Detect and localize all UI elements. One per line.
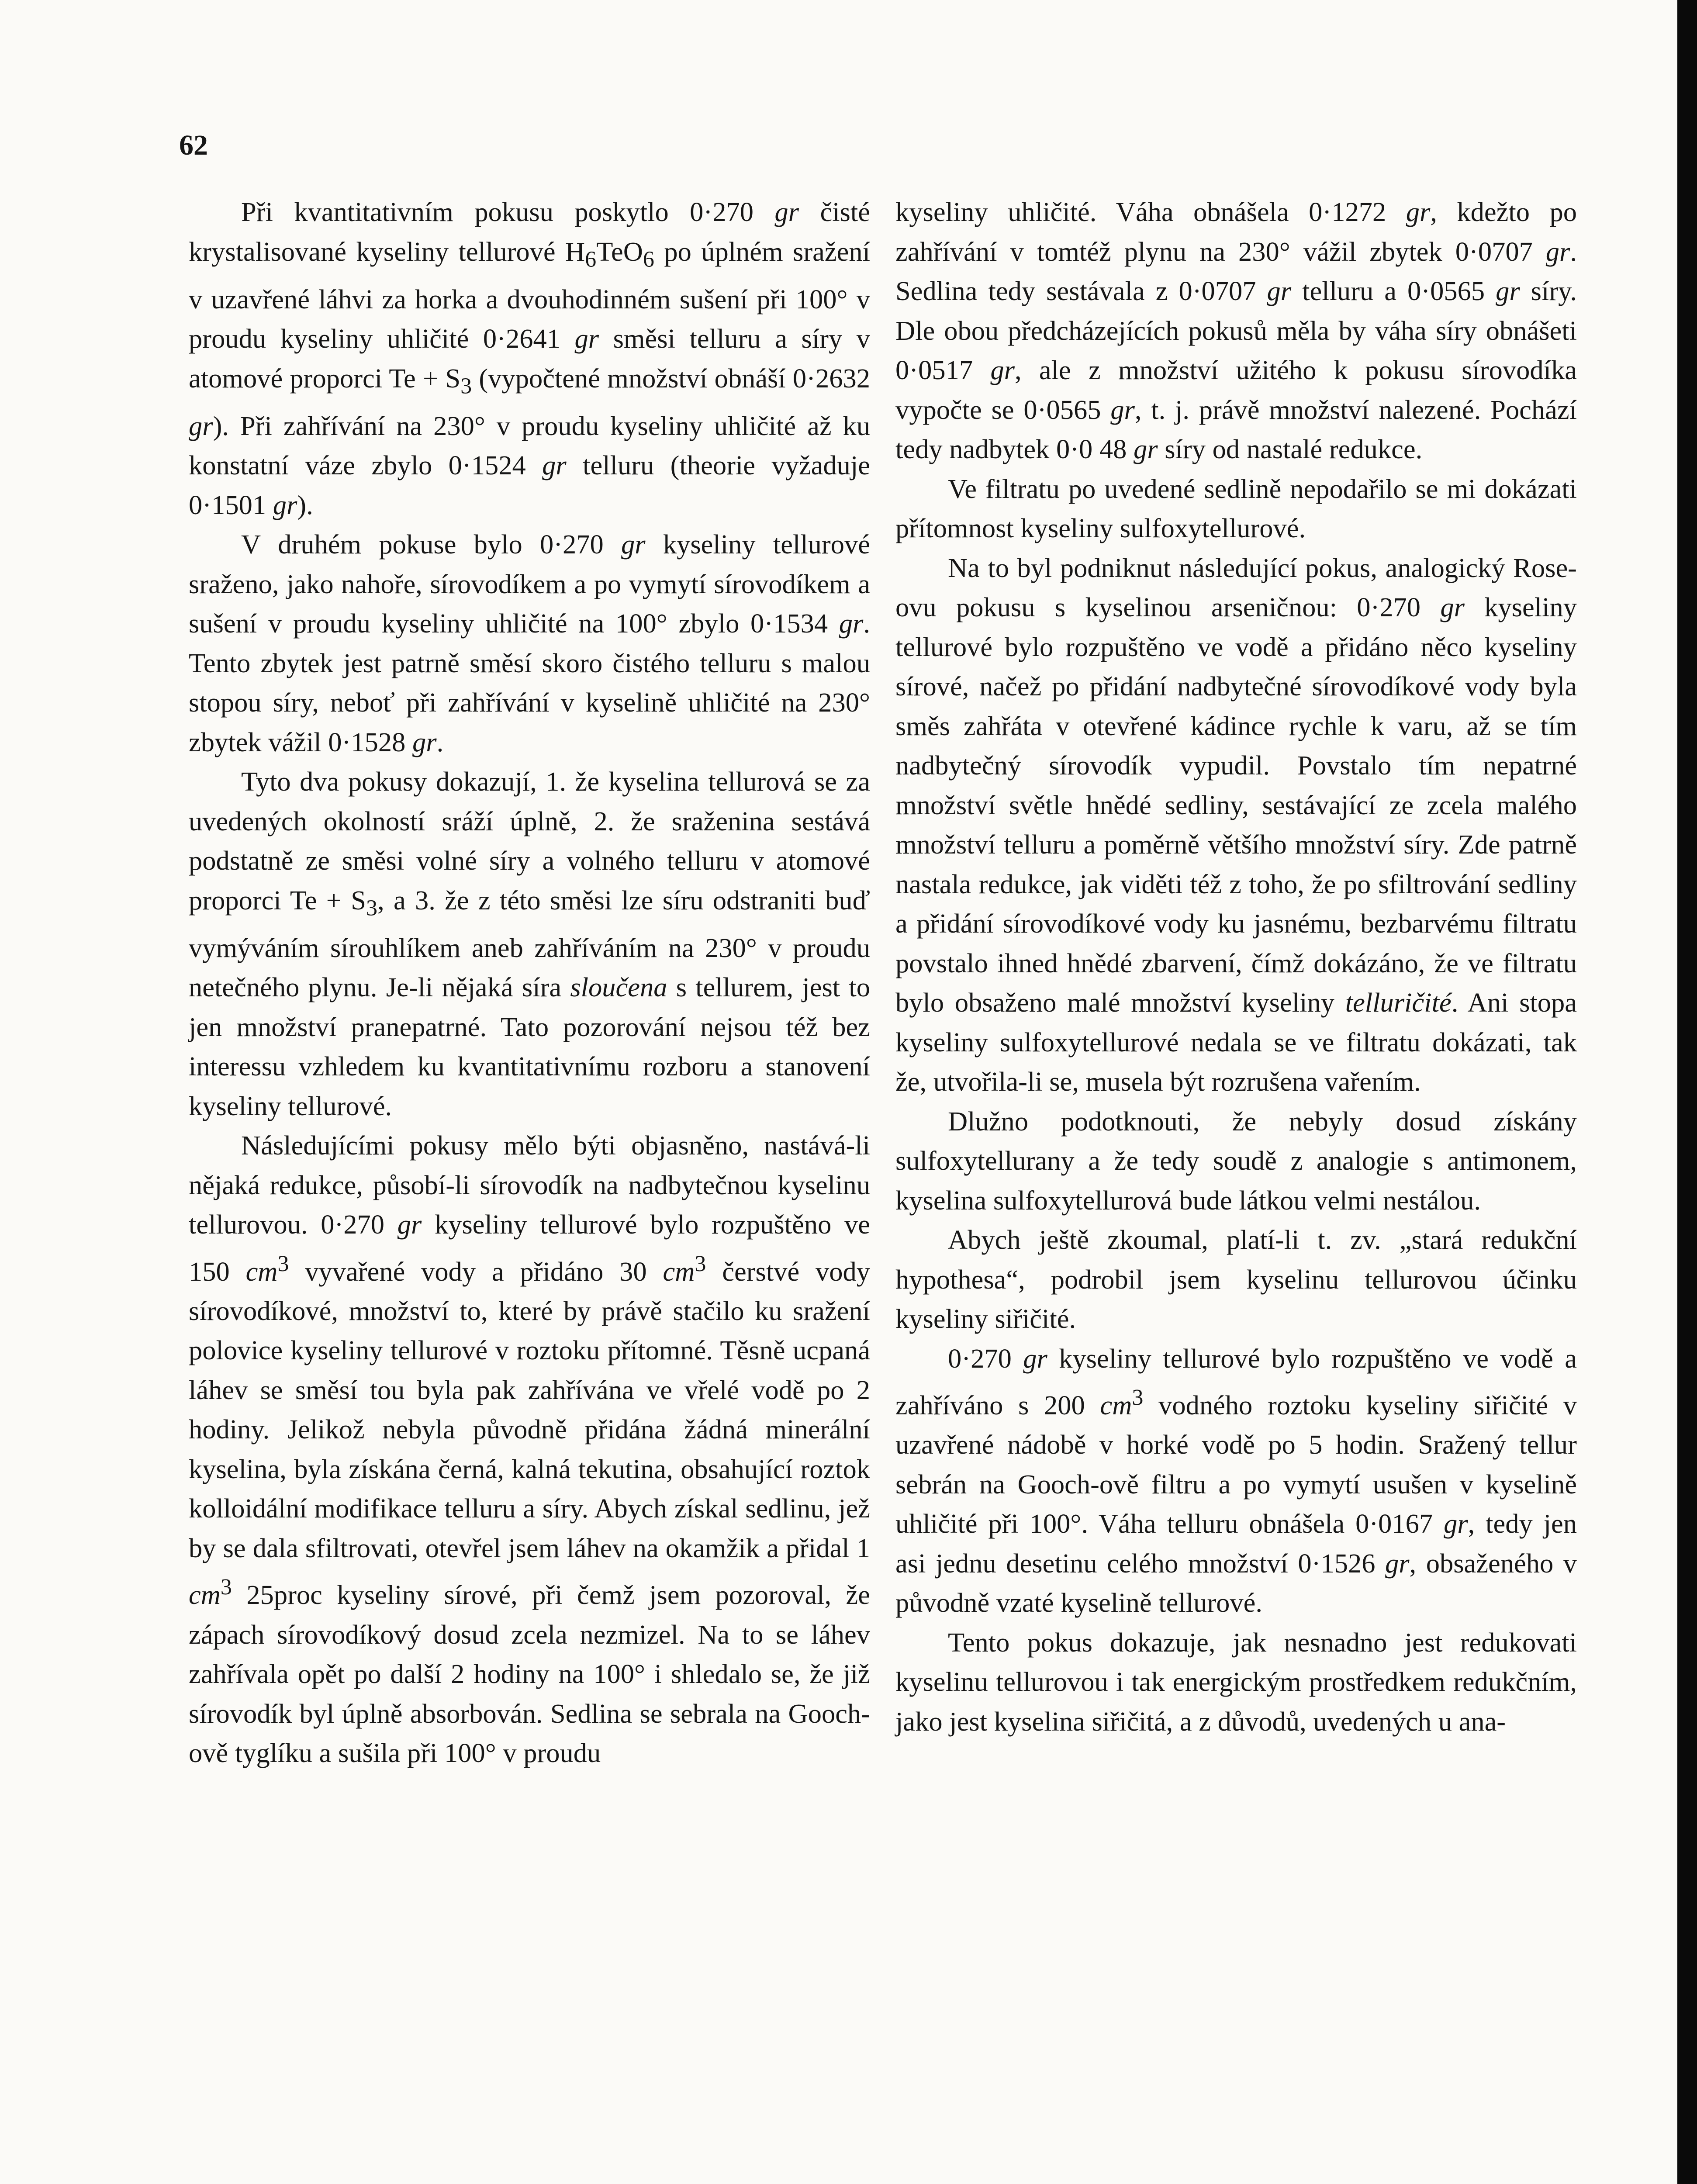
paragraph-r7: Tento pokus dokazuje, jak nesnadno jest redukovati kyselinu tellurovou i tak energickým prostředkem redukčním, jako jest kyselina siřičitá, a z důvodů, uvedených u ana- xyxy=(895,1627,1577,1737)
paragraph-r6: 0·270 gr kyseliny tellurové bylo rozpuštěno ve vodě a zahříváno s 200 $cm^3$ vodného roztoku kyseliny siřičité v uzavřené nádobě v horké vodě po 5 hodin. Sražený tellur sebrán na Gooch-ově filtru a po vymytí usušen v kyselině uhličité při 100°. Váha telluru obnášela 0·0167 gr, tedy jen asi jednu desetinu celého množství 0·1526 gr, obsaženého v původně vzaté kyselině tellurové. xyxy=(895,1343,1577,1618)
paragraph-r1: kyseliny uhličité. Váha obnášela 0·1272 gr, kdežto po zahřívání v tomtéž plynu na 230° vážil zbytek 0·0707 gr. Sedlina tedy sestávala z 0·0707 gr telluru a 0·0565 gr síry. Dle obou předcházejících pokusů měla by váha síry obnášeti 0·0517 gr, ale z množství užitého k pokusu sírovodíka vypočte se 0·0565 gr, t. j. právě množství nalezené. Pochází tedy nadbytek 0·0 48 gr síry od nastalé redukce. xyxy=(895,197,1577,464)
page-number: 62 xyxy=(179,129,208,161)
right-text-column xyxy=(895,192,1577,1741)
paragraph-l4: Následujícími pokusy mělo býti objasněno, nastává-li nějaká redukce, působí-li sírovodík na nadbytečnou kyselinu tellurovou. 0·270 gr kyseliny tellurové bylo rozpuštěno ve 150 $cm^3$ vyvařené vody a přidáno 30 $cm^3$ čerstvé vody sírovodíkové, množství to, které by právě stačilo ku sražení polovice kyseliny tellurové v roztoku přítomné. Těsně ucpaná láhev se směsí tou byla pak zahřívána ve vřelé vodě po 2 hodiny. Jelikož nebyla původně přidána žádná minerální kyselina, byla získána černá, kalná tekutina, obsahující roztok kolloidální modifikace telluru a síry. Abych získal sedlinu, jež by se dala sfiltrovati, otevřel jsem láhev na okamžik a přidal 1 $cm^3$ 25proc kyseliny sírové, při čemž jsem pozoroval, že zápach sírovodíkový dosud zcela nezmizel. Na to se láhev zahřívala opět po další 2 hodiny na 100° i shledalo se, že již sírovodík byl úplně absorbován. Sedlina se sebrala na Gooch-ově tyglíku a sušila při 100° v proudu xyxy=(189,1130,871,1769)
paragraph-l2: V druhém pokuse bylo 0·270 gr kyseliny tellurové sraženo, jako nahoře, sírovodíkem a po vymytí sírovodíkem a sušení v proudu kyseliny uhličité na 100° zbylo 0·1534 gr. Tento zbytek jest patrně směsí skoro čistého telluru s malou stopou síry, neboť při zahřívání v kyselině uhličité na 230° zbytek vážil 0·1528 gr. xyxy=(189,529,870,757)
paragraph-r4: Dlužno podotknouti, že nebyly dosud získány sulfoxytellurany a že tedy soudě z analogie s antimonem, kyselina sulfoxytellurová bude látkou velmi nestálou. xyxy=(895,1106,1577,1216)
paragraph-l3: Tyto dva pokusy dokazují, 1. že kyselina tellurová se za uvedených okolností sráží úplně, 2. že sraženina sestává podstatně ze směsi volné síry a volného telluru v atomové proporci $Te + S_3$, a 3. že z této směsi lze síru odstraniti buď vymýváním sírouhlíkem aneb zahříváním na 230° v proudu netečného plynu. Je-li nějaká síra sloučena s tellurem, jest to jen množství pranepatrné. Tato pozorování nejsou též bez interessu vzhledem ku kvantitativnímu rozboru a stanovení kyseliny tellurové. xyxy=(189,766,870,1121)
paragraph-l1: Při kvantitativním pokusu poskytlo 0·270 gr čisté krystalisované kyseliny tellurové $H_6TeO_6$ po úplném sražení v uzavřené láhvi za horka a dvouhodinném sušení při 100° v proudu kyseliny uhličité 0·2641 gr směsi telluru a síry v atomové proporci $Te + S_3$ (vypočtené množství obnáší 0·2632 gr). Při zahřívání na 230° v proudu kyseliny uhličité až ku konstatní váze zbylo 0·1524 gr telluru (theorie vyžaduje 0·1501 gr). xyxy=(189,197,871,520)
paragraph-r5: Abych ještě zkoumal, platí-li t. zv. „stará redukční hypothesa“, podrobil jsem kyselinu tellurovou účinku kyseliny siřičité. xyxy=(895,1224,1577,1334)
scan-edge-shadow xyxy=(1677,0,1697,2184)
paragraph-r3: Na to byl podniknut následující pokus, analogický Rose-ovu pokusu s kyselinou arseničnou: 0·270 gr kyseliny tellurové bylo rozpuštěno ve vodě a přidáno něco kyseliny sírové, načež po přidání nadbytečné sírovodíkové vody byla směs zahřáta v otevřené kádince rychle k varu, až se tím nadbytečný sírovodík vypudil. Povstalo tím nepatrné množství světle hnědé sedliny, sestávající ze zcela malého množství telluru a poměrně většího množství síry. Zde patrně nastala redukce, jak viděti též z toho, že po sfiltrování sedliny a přidání sírovodíkové vody ku jasnému, bezbarvému filtratu povstalo ihned hnědé zbarvení, čímž dokázáno, že ve filtratu bylo obsaženo malé množství kyseliny telluričité. Ani stopa kyseliny sulfoxytellurové nedala se ve filtratu dokázati, tak že, utvořila-li se, musela být rozrušena vařením. xyxy=(895,552,1577,1097)
paragraph-r2: Ve filtratu po uvedené sedlině nepodařilo se mi dokázati přítomnost kyseliny sulfoxytellurové. xyxy=(895,473,1577,543)
left-text-column xyxy=(189,192,870,1773)
